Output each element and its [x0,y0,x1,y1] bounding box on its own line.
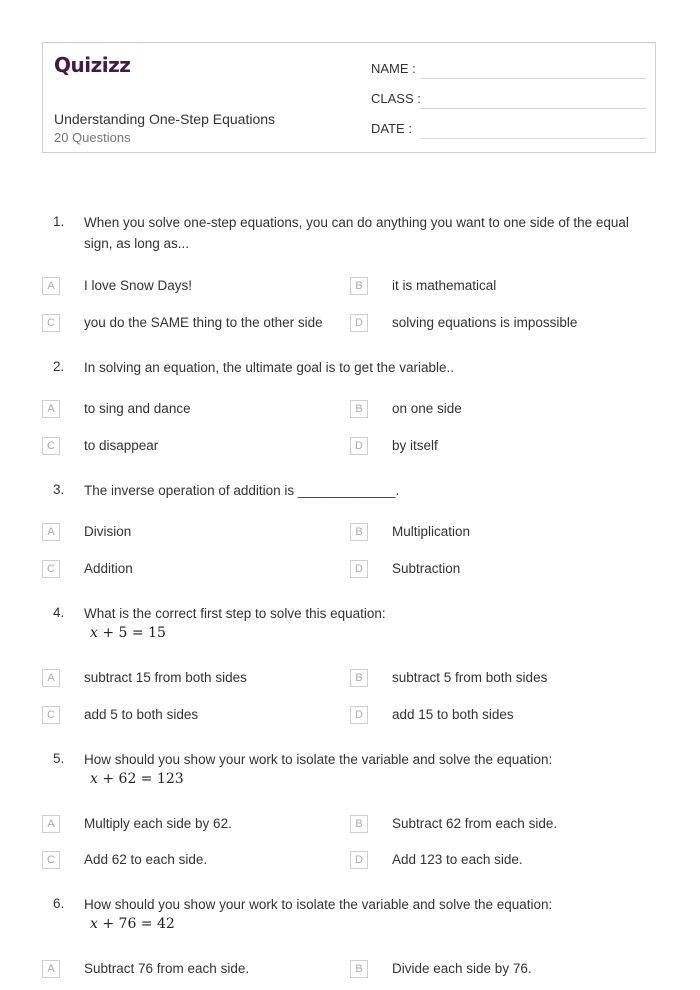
option-letter-badge: D [350,851,368,869]
question-text: How should you show your work to isolate the variable and solve the equation: [84,752,553,767]
option-text: on one side [392,401,462,416]
equation [90,916,175,932]
option-text: Divide each side by 76. [392,961,532,976]
question-number: 5. [53,751,65,766]
option-text: Multiply each side by 62. [84,816,232,831]
option-letter-badge: D [350,560,368,578]
equation-variable: x [90,625,98,641]
option-letter-badge: B [350,960,368,978]
question-count: 20 Questions [54,130,131,145]
question-number: 6. [53,896,65,911]
option-text: add 15 to both sides [392,707,514,722]
equation-rest: + 76 = 42 [97,916,175,932]
option-letter-badge: C [42,314,60,332]
option-text: Subtraction [392,561,461,576]
option-text: to sing and dance [84,401,191,416]
name-label: NAME : [371,61,416,76]
question-text: What is the correct first step to solve this equation: [84,606,386,621]
question-number: 4. [53,605,65,620]
option-letter-badge: A [42,815,60,833]
name-field[interactable] [421,78,646,79]
question-text: When you solve one-step equations, you can do anything you want to one side of the equal sign, as long as... [84,215,629,251]
option-letter-badge: D [350,314,368,332]
worksheet-header [42,42,656,153]
quizizz-logo: Quizizz [54,53,131,77]
option-text: Subtract 76 from each side. [84,961,250,976]
option-letter-badge: C [42,560,60,578]
option-text: Addition [84,561,133,576]
question-number: 3. [53,482,65,497]
option-text: by itself [392,438,438,453]
option-letter-badge: B [350,815,368,833]
option-text: Multiplication [392,524,471,539]
option-letter-badge: A [42,669,60,687]
option-letter-badge: B [350,277,368,295]
option-text: I love Snow Days! [84,278,193,293]
class-field[interactable] [421,108,646,109]
option-letter-badge: A [42,960,60,978]
option-letter-badge: C [42,706,60,724]
question-number: 2. [53,359,65,374]
option-letter-badge: A [42,523,60,541]
option-text: Subtract 62 from each side. [392,816,558,831]
option-text: Add 123 to each side. [392,852,523,867]
option-text: add 5 to both sides [84,707,199,722]
equation-variable: x [90,916,98,932]
equation-rest: + 5 = 15 [97,625,166,641]
worksheet-title: Understanding One-Step Equations [54,111,276,127]
option-letter-badge: C [42,851,60,869]
option-text: Division [84,524,132,539]
class-label: CLASS : [371,91,421,106]
question-text: In solving an equation, the ultimate goal is to get the variable.. [84,360,454,375]
option-text: solving equations is impossible [392,315,578,330]
option-letter-badge: B [350,669,368,687]
option-text: subtract 15 from both sides [84,670,247,685]
option-text: to disappear [84,438,159,453]
option-text: you do the SAME thing to the other side [84,315,323,330]
option-letter-badge: C [42,437,60,455]
option-letter-badge: D [350,437,368,455]
option-letter-badge: A [42,400,60,418]
date-field[interactable] [421,138,646,139]
equation [90,625,166,641]
question-text: How should you show your work to isolate the variable and solve the equation: [84,897,553,912]
option-letter-badge: B [350,400,368,418]
equation-rest: + 62 = 123 [97,771,184,787]
option-text: Add 62 to each side. [84,852,208,867]
equation-variable: x [90,771,98,787]
option-text: subtract 5 from both sides [392,670,548,685]
date-label: DATE : [371,121,412,136]
question-number: 1. [53,214,65,229]
option-letter-badge: B [350,523,368,541]
option-text: it is mathematical [392,278,497,293]
question-text: The inverse operation of addition is _____________. [84,483,400,498]
option-letter-badge: D [350,706,368,724]
option-letter-badge: A [42,277,60,295]
equation [90,771,184,787]
